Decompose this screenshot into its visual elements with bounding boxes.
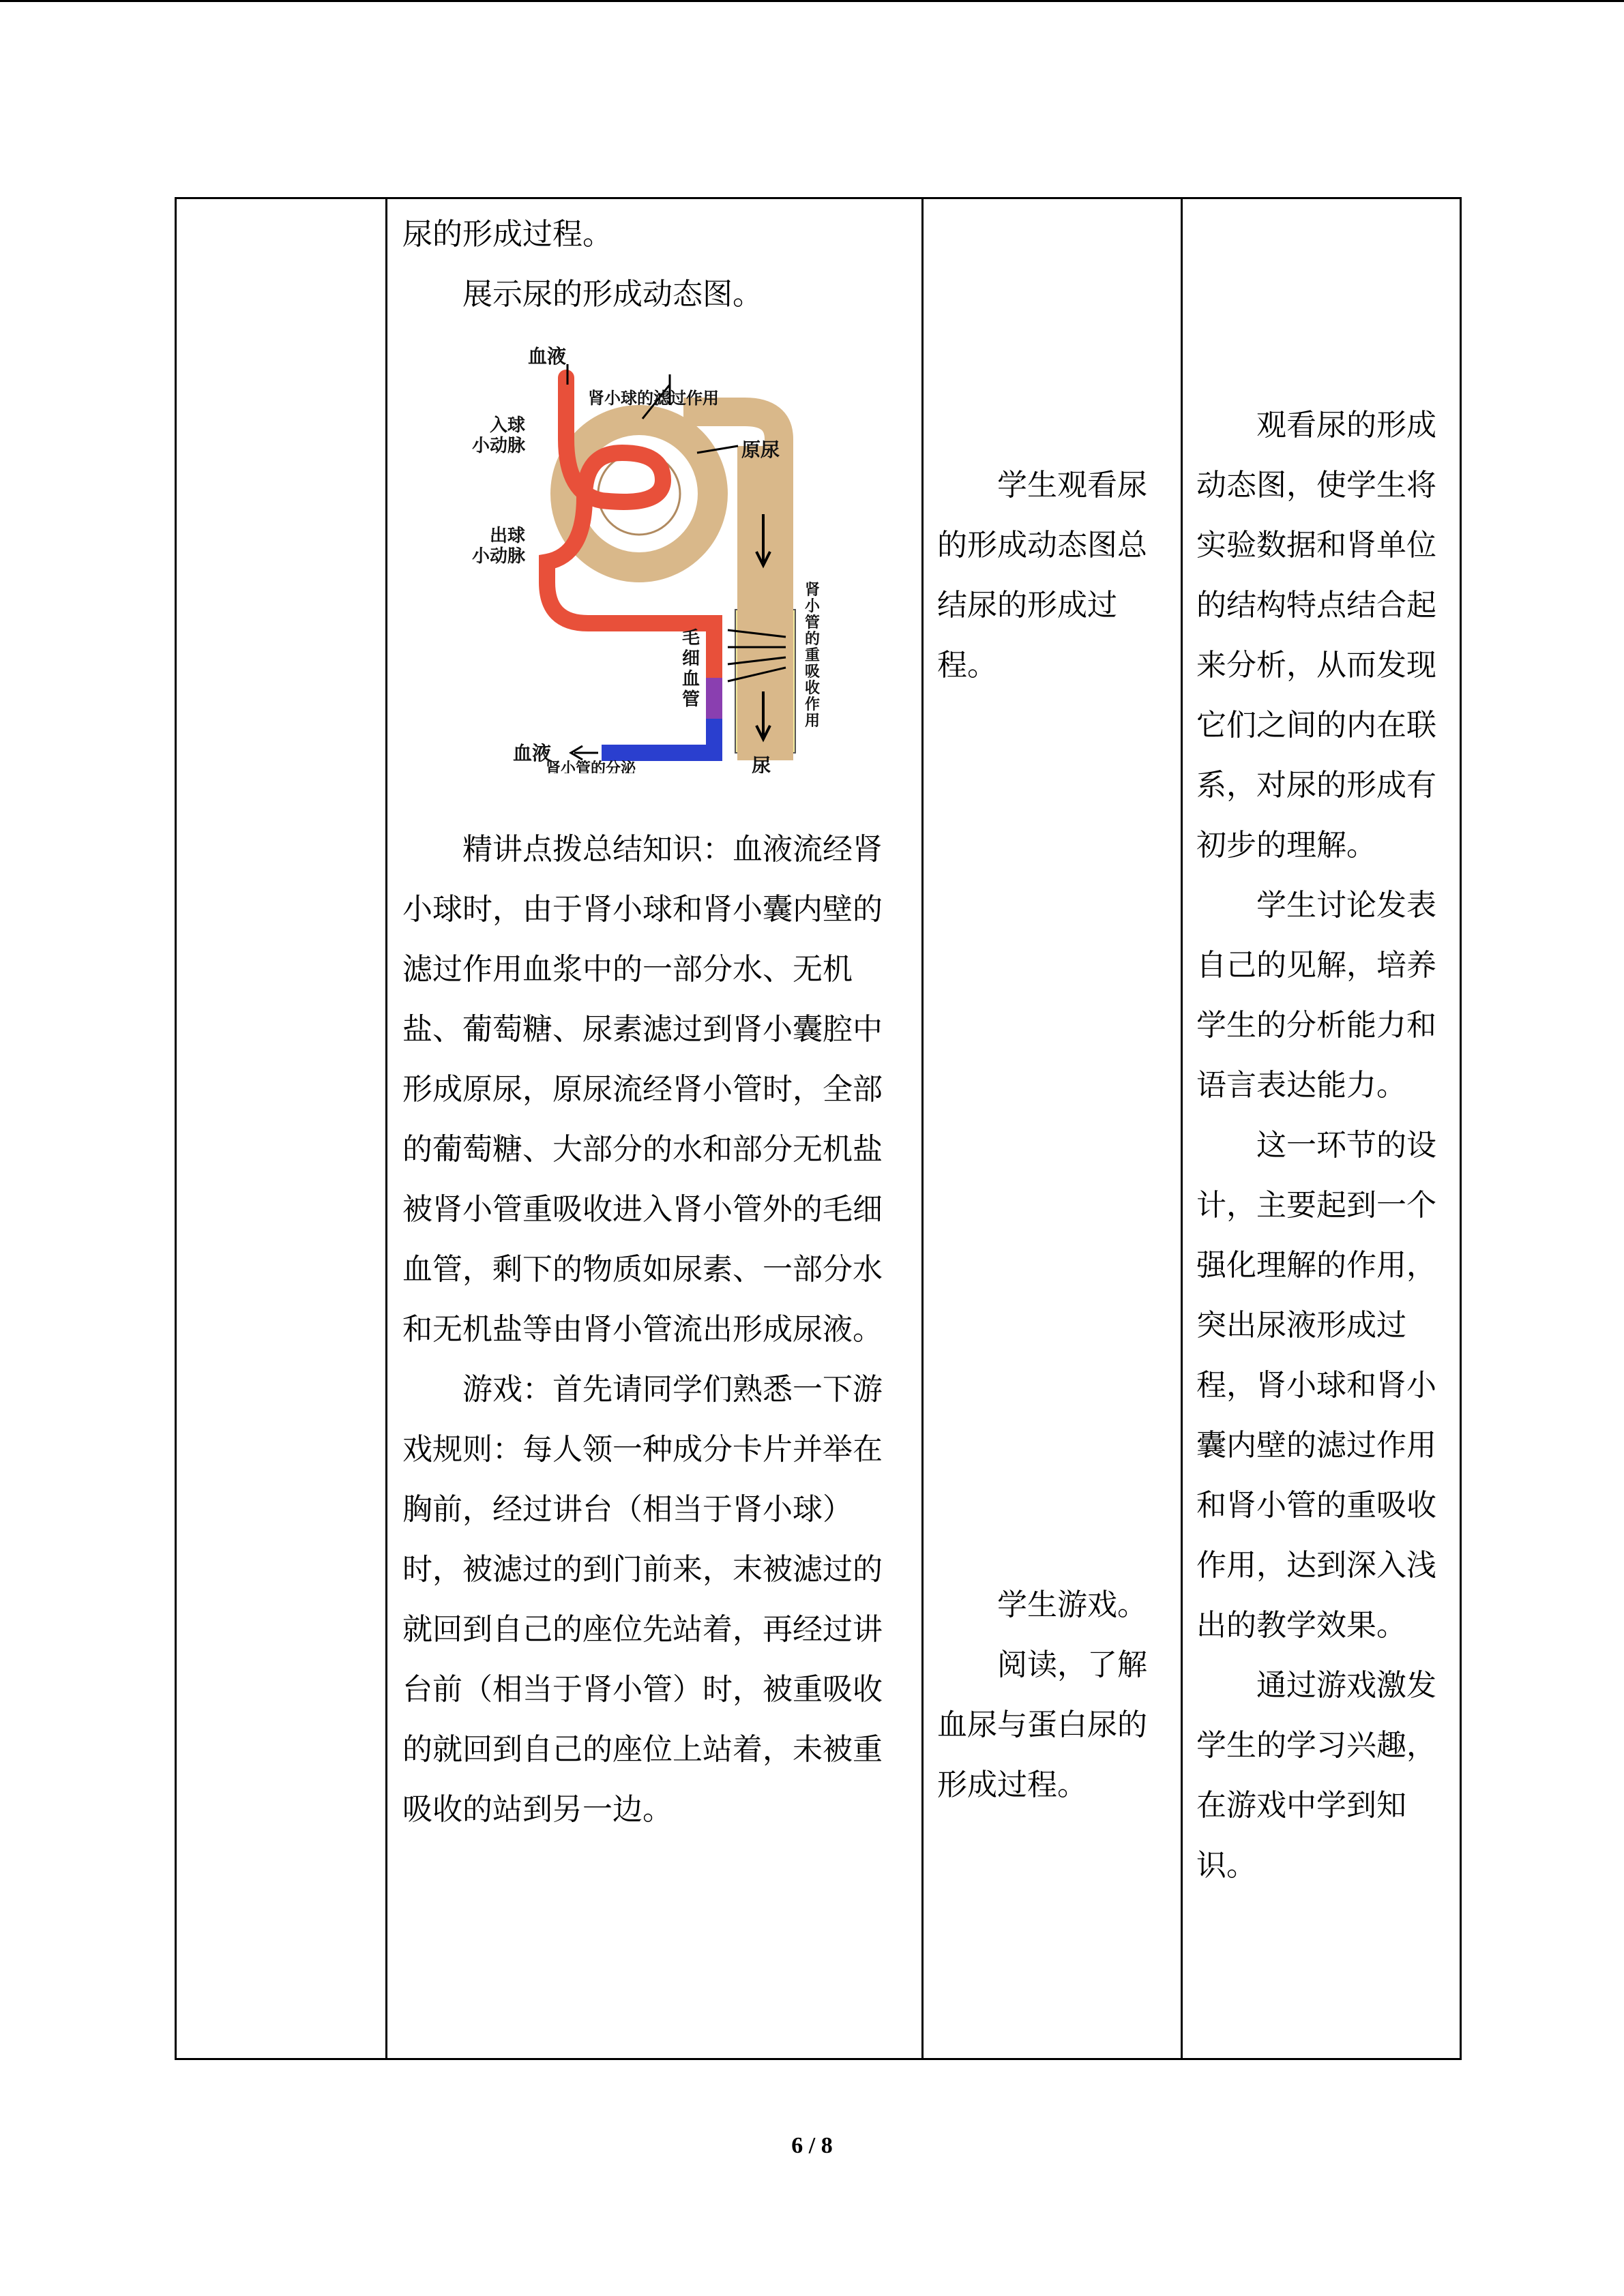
student-watch-text: 学生观看尿的形成动态图总结尿的形成过程。 (937, 468, 1147, 683)
label-reabsorption-4: 的 (805, 631, 821, 648)
label-reabsorption-5: 重 (805, 647, 821, 664)
label-reabsorption-6: 吸 (805, 664, 821, 681)
vein (602, 712, 714, 753)
intent-paragraph-4: 通过游戏激发学生的学习兴趣，在游戏中学到知识。 (1196, 1668, 1436, 1883)
label-capillary-1: 毛 (682, 628, 700, 648)
lesson-table (175, 197, 1462, 2060)
label-reabsorption-3: 管 (805, 614, 821, 631)
urine-formation-diagram (465, 337, 847, 773)
show-diagram-text: 展示尿的形成动态图。 (462, 277, 763, 312)
label-blood-bottom: 血液 (513, 742, 552, 764)
blank-cell (176, 198, 387, 2059)
label-afferent-2: 小动脉 (472, 436, 526, 456)
label-reabsorption-7: 收 (805, 680, 821, 697)
design-intent-cell (1182, 198, 1461, 2059)
label-capillary-3: 血 (682, 669, 700, 689)
label-blood-top: 血液 (528, 345, 567, 368)
flow-arrow (571, 746, 598, 760)
intent-paragraph-2: 学生讨论发表自己的见解，培养学生的分析能力和语言表达能力。 (1196, 888, 1436, 1103)
capillary-transition (706, 678, 722, 719)
label-efferent-1: 出球 (490, 526, 526, 546)
label-secretion: 肾小管的分泌 (546, 760, 636, 773)
label-urine: 尿 (752, 754, 771, 773)
label-reabsorption-2: 小 (805, 598, 821, 615)
intro-text: 尿的形成过程。 (402, 217, 612, 252)
page-number: 6 / 8 (791, 2133, 833, 2158)
label-reabsorption-8: 作 (805, 696, 821, 713)
label-capillary-2: 细 (682, 648, 700, 669)
label-filtration: 肾小球的滤过作用 (588, 389, 719, 408)
student-game-text: 学生游戏。 (997, 1587, 1147, 1622)
table-row (176, 198, 1461, 2059)
label-reabsorption-1: 肾 (805, 582, 821, 599)
intent-paragraph-1: 观看尿的形成动态图，使学生将实验数据和肾单位的结构特点结合起来分析，从而发现它们之间的内在联系，对尿的形成有初步的理解。 (1196, 408, 1436, 863)
label-capillary-4: 管 (682, 689, 700, 710)
label-primary-urine: 原尿 (741, 438, 780, 461)
student-activity-cell (923, 198, 1182, 2059)
teacher-activity-cell (387, 198, 923, 2059)
label-afferent-1: 入球 (490, 415, 526, 436)
game-rules-text: 游戏：首先请同学们熟悉一下游戏规则：每人领一种成分卡片并举在胸前，经过讲台（相当于肾小球）时，被滤过的到门前来，末被滤过的就回到自己的座位先站着，再经过讲台前（相当于肾小管）时，被重吸收的就回到自己的座位上站着，未被重吸收的站到另一边。 (402, 1372, 883, 1827)
intent-paragraph-3: 这一环节的设计，主要起到一个强化理解的作用，突出尿液形成过程，肾小球和肾小囊内壁的滤过作用和肾小管的重吸收作用，达到深入浅出的教学效果。 (1196, 1128, 1436, 1643)
label-efferent-2: 小动脉 (472, 546, 526, 567)
page-top-rule (0, 0, 1624, 2)
student-read-text: 阅读，了解血尿与蛋白尿的形成过程。 (937, 1648, 1147, 1802)
summary-text: 精讲点拨总结知识：血液流经肾小球时，由于肾小球和肾小囊内壁的滤过作用血浆中的一部分水、无机盐、葡萄糖、尿素滤过到肾小囊腔中形成原尿，原尿流经肾小管时，全部的葡萄糖、大部分的水和部分无机盐被肾小管重吸收进入肾小管外的毛细血管，剩下的物质如尿素、一部分水和无机盐等由肾小管流出形成尿液。 (402, 832, 883, 1347)
label-reabsorption-9: 用 (805, 713, 821, 730)
